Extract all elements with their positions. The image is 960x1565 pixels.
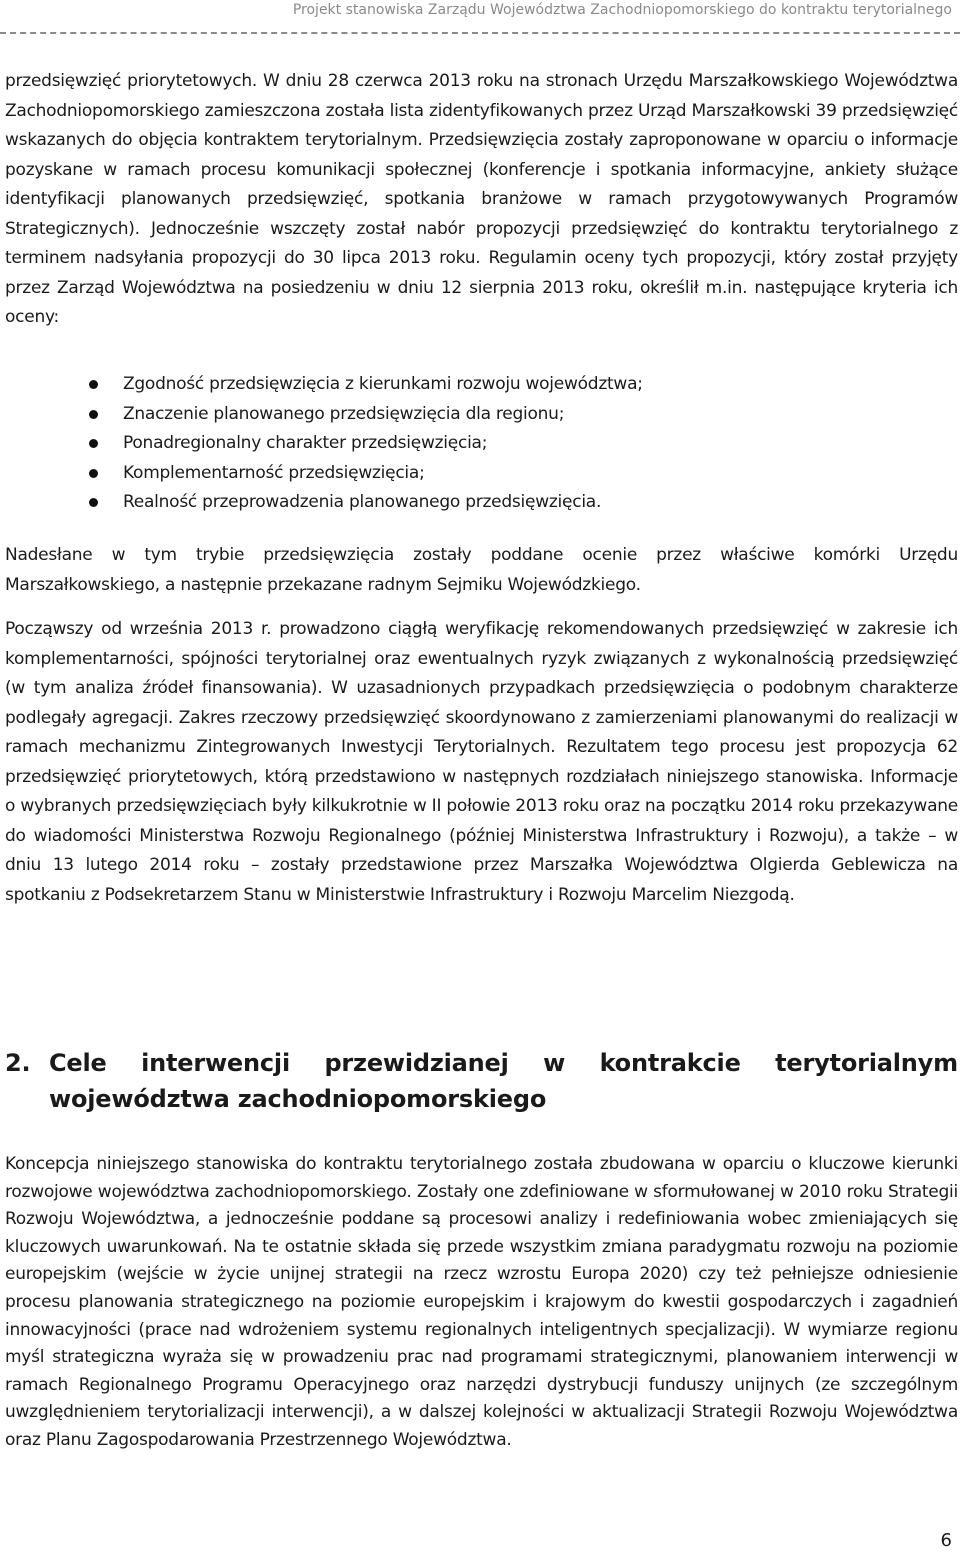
heading-word: w [543, 1049, 566, 1077]
section-heading [5, 1045, 958, 1117]
section-heading-line-2: województwa zachodniopomorskiego [49, 1085, 547, 1113]
list-item [5, 488, 958, 518]
paragraph-verification [5, 615, 958, 910]
list-item [5, 370, 958, 400]
paragraph-text: przedsięwzięć priorytetowych. W dniu 28 czerwca 2013 roku na stronach Urzędu Marszałkowskiego Województwa Zachodniopomorskiego zamieszczona została lista zidentyfikowanych przez Urząd Marszałkowski 39 przedsięwzięć wskazanych do objęcia kontraktem terytorialnym. Przedsięwzięcia zostały zaproponowane w oparciu o informacje pozyskane w ramach procesu komunikacji społecznej (konferencje i spotkania informacyjne, ankiety służące identyfikacji planowanych przedsięwzięć, spotkania branżowe w ramach przygotowywanych Programów Strategicznych). Jednocześnie wszczęty został nabór propozycji przedsięwzięć do kontraktu terytorialnego z terminem nadsyłania propozycji do 30 lipca 2013 roku. Regulamin oceny tych propozycji, który został przyjęty przez Zarząd Województwa na posiedzeniu w dniu 12 sierpnia 2013 roku, określił m.in. następujące kryteria ich oceny: [5, 71, 958, 327]
list-item [5, 400, 958, 430]
heading-word: kontrakcie [599, 1049, 741, 1077]
paragraph-projects-list [5, 67, 958, 333]
criteria-list-container [5, 370, 958, 518]
list-item-text: Realność przeprowadzenia planowanego przedsięwzięcia. [123, 492, 602, 513]
paragraph-text: Koncepcja niniejszego stanowiska do kontraktu terytorialnego została zbudowana w oparciu o kluczowe kierunki rozwojowe województwa zachodniopomorskiego. Zostały one zdefiniowane w sformułowanej w 2010 roku Strategii Rozwoju Województwa, a jednocześnie poddane są procesowi analizy i redefiniowania wobec zmieniających się kluczowych uwarunkowań. Na te ostatnie składa się przede wszystkim zmiana paradygmatu rozwoju na poziomie europejskim (wejście w życie unijnej strategii na rzecz wzrostu Europa 2020) czy też pełniejsze odniesienie procesu planowania strategicznego na poziomie europejskim i krajowym do kwestii gospodarczych i zagadnień innowacyjności (prace nad wdrożeniem systemu regionalnych inteligentnych specjalizacji). W wymiarze regionu myśl strategiczna wyraża się w prowadzeniu prac nad programami strategicznymi, planowaniem interwencji w ramach Regionalnego Programu Operacyjnego oraz narzędzi dystrybucji funduszy unijnych (ze szczególnym uwzględnieniem terytorializacji interwencji), a w dalszej kolejności w aktualizacji Strategii Rozwoju Województwa oraz Planu Zagospodarowania Przestrzennego Województwa. [5, 1154, 958, 1450]
bullet-icon [89, 469, 98, 478]
paragraph-evaluation [5, 541, 958, 600]
heading-word: przewidzianej [324, 1049, 509, 1077]
bullet-icon [89, 439, 98, 448]
paragraph-text: Nadesłane w tym trybie przedsięwzięcia zostały poddane ocenie przez właściwe komórki Urzędu Marszałkowskiego, a następnie przekazane radnym Sejmiku Wojewódzkiego. [5, 545, 958, 595]
section-heading-container [5, 1045, 958, 1117]
list-item-text: Komplementarność przedsięwzięcia; [123, 462, 425, 483]
list-item-text: Zgodność przedsięwzięcia z kierunkami rozwoju województwa; [123, 374, 643, 394]
criteria-list [5, 370, 958, 518]
heading-word: interwencji [141, 1049, 290, 1077]
list-item [5, 429, 958, 459]
bullet-icon [89, 498, 98, 507]
paragraph-text: Począwszy od września 2013 r. prowadzono ciągłą weryfikację rekomendowanych przedsięwzięć w zakresie ich komplementarności, spójności terytorialnej oraz ewentualnych ryzyk związanych z wykonalnością przedsięwzięć (w tym analiza źródeł finansowania). W uzasadnionych przypadkach przedsięwzięcia o podobnym charakterze podlegały agregacji. Zakres rzeczowy przedsięwzięć skoordynowano z zamierzeniami planowanymi do realizacji w ramach mechanizmu Zintegrowanych Inwestycji Terytorialnych. Rezultatem tego procesu jest propozycja 62 przedsięwzięć priorytetowych, którą przedstawiono w następnych rozdziałach niniejszego stanowiska. Informacje o wybranych przedsięwzięciach były kilkukrotnie w II połowie 2013 roku oraz na początku 2014 roku przekazywane do wiadomości Ministerstwa Rozwoju Regionalnego (później Ministerstwa Infrastruktury i Rozwoju), a także – w dniu 13 lutego 2014 roku – zostały przedstawione przez Marszałka Województwa Olgierda Geblewicza na spotkaniu z Podsekretarzem Stanu w Ministerstwie Infrastruktury i Rozwoju Marcelim Niezgodą. [5, 619, 958, 905]
page-number: 6 [940, 1530, 952, 1551]
bullet-icon [89, 410, 98, 419]
list-item-text: Ponadregionalny charakter przedsięwzięcia; [123, 433, 488, 454]
running-header-title: Projekt stanowiska Zarządu Województwa Zachodniopomorskiego do kontraktu terytorialnego [292, 2, 952, 18]
list-item [5, 459, 958, 489]
list-item-text: Znaczenie planowanego przedsięwzięcia dla regionu; [123, 403, 565, 424]
bullet-icon [89, 380, 98, 389]
section-heading-line-1 [5, 1045, 958, 1081]
header-divider [0, 32, 960, 34]
paragraph-concept [5, 1151, 958, 1455]
section-number: 2. Cele [5, 1049, 107, 1077]
heading-word: terytorialnym [775, 1049, 958, 1077]
